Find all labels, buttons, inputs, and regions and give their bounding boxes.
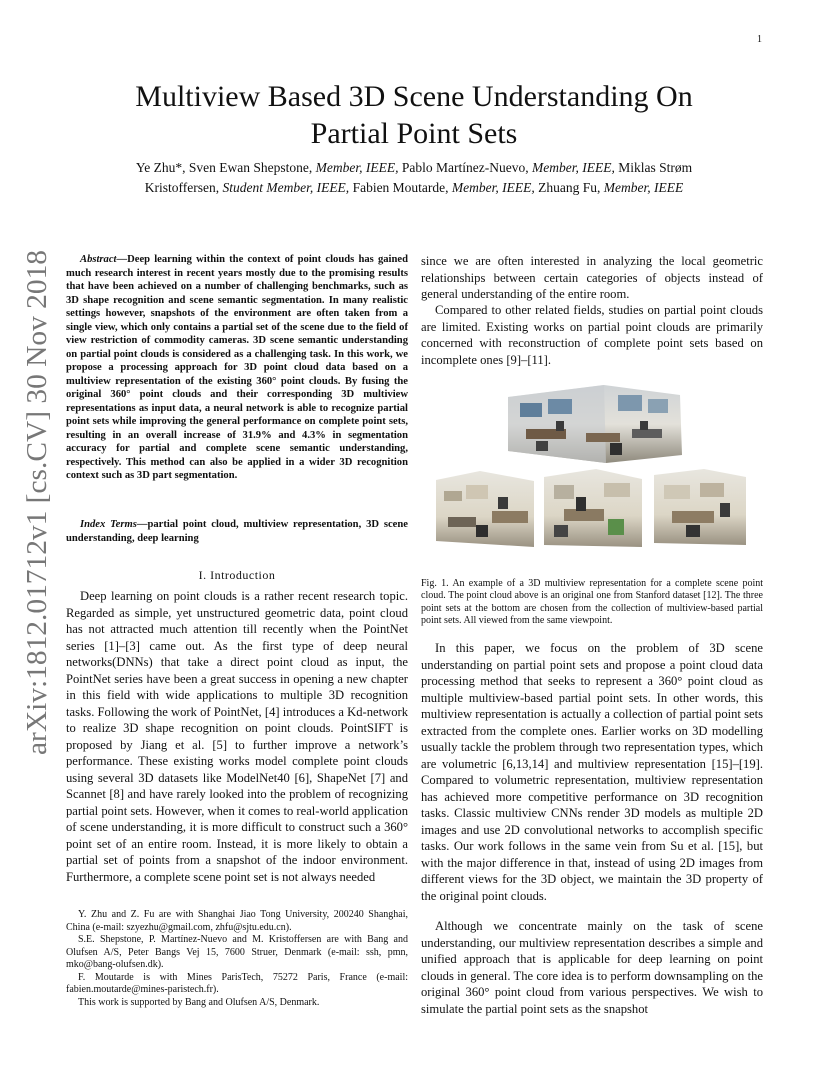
partial-point-set-3 — [654, 469, 746, 545]
abstract — [66, 253, 408, 483]
figure-1-caption: Fig. 1. An example of a 3D multiview representation for a complete scene point cloud. The point cloud above is an original one from Stanford dataset [12]. The three point sets at the bottom are chosen from the collection of multiview-based partial point sets. All viewed from the same viewpoint. — [421, 578, 763, 626]
title-line-2: Partial Point Sets — [310, 117, 518, 150]
authors-line2-segment: Kristoffersen, — [144, 180, 223, 195]
index-terms — [66, 518, 408, 545]
partial-point-set-2 — [544, 469, 642, 547]
authors-line2-segment: Member, IEEE, — [451, 180, 535, 195]
arxiv-identifier-watermark — [16, 250, 56, 755]
authors-line2-segment: Zhuang Fu, — [534, 180, 604, 195]
authors-line1-segment: Member, IEEE, — [531, 160, 615, 175]
title-line-1: Multiview Based 3D Scene Understanding On — [135, 80, 693, 113]
authors-line2-segment: Member, IEEE — [603, 180, 684, 195]
right-paragraph-2: Compared to other related fields, studies on partial point clouds are limited. Existing works on partial point clouds are primarily concerned with reconstruction of complete point sets based on incomplete ones [9]–[11]. — [421, 303, 763, 367]
footnote-2: S.E. Shepstone, P. Martínez-Nuevo and M. Kristoffersen are with Bang and Olufsen A/S, Peter Bangs Vej 15, 7600 Struer, Denmark (e-mail: ssh, pmn, mko@bang-olufsen.dk). — [66, 934, 408, 970]
right-paragraph-3: In this paper, we focus on the problem of 3D scene understanding on partial point sets and propose a point cloud data processing method that seeks to represent a 360° point cloud as multiple multiview-based partial point sets. In other words, this multiview representation is actually a collection of partial point sets extracted from the complete ones. Earlier works on 3D modelling usually tackle the problem through two representation types, which are volumetric [6,13,14] and multiview representation [15]–[19]. Compared to volumetric representation, multiview representation has achieved more competitive performance on 3D recognition tasks. Classic multiview CNNs render 3D models as multiple 2D images and use 2D convolutional networks to accomplish specific tasks. Our work follows in the same vein from Su et al. [15], but with the major difference in that, instead of using 2D images from different views for the 3D object, we maintain the 3D property of the original point clouds. — [421, 641, 763, 903]
authors-line-2 — [60, 178, 768, 198]
right-paragraph-4: Although we concentrate mainly on the task of scene understanding, our multiview representation describes a simple and unified approach that is applicable for deep learning on point clouds in general. The core idea is to perform downsampling on the original 360° point cloud from various perspectives. We wish to simulate the partial point sets as the snapshot — [421, 919, 763, 1016]
arxiv-id-text: arXiv:1812.01712v1 [cs.CV] 30 Nov 2018 — [22, 274, 53, 755]
right-paragraph-1: since we are often interested in analyzing the local geometric relationships between certain categories of objects instead of general understanding of the entire room. — [421, 254, 763, 301]
intro-paragraph-1: Deep learning on point clouds is a rather recent research topic. Regarded as simple, yet unstructured geometric data, point cloud has not attracted much attention till recently when the PointNet series [1]–[3] came out. As the first type of deep neural networks(DNNs) that take a direct point cloud as input, the PointNet series have been a great success in opening a new chapter in this field with wide applications to multiple 3D recognition tasks. Following the work of PointNet, [4] introduces a Kd-network to realize 3D shape recognition on point clouds. PointSIFT is proposed by Jiang et al. [5] to further improve a network’s performance. These existing works model complete point clouds using several 3D datasets like ModelNet40 [6], ShapeNet [7] and Scannet [8] and have rarely looked into the problem of recognizing partial point sets. However, when it comes to real-world application of scene understanding, it is more difficult to construct such a 360° point set of an entire room. Instead, it is more likely to obtain a partial set of points from a snapshot of the indoor environment. Furthermore, a complete scene point set is not always needed — [66, 589, 408, 884]
footnotes — [66, 909, 408, 1009]
authors-line1-segment: Member, IEEE, — [315, 160, 399, 175]
footnote-3: F. Moutarde is with Mines ParisTech, 75272 Paris, France (e-mail: fabien.moutarde@mines-paristech.fr). — [66, 971, 408, 995]
partial-point-set-1 — [436, 471, 534, 547]
complete-scene-point-cloud — [508, 385, 682, 463]
footnote-1: Y. Zhu and Z. Fu are with Shanghai Jiao Tong University, 200240 Shanghai, China (e-mail: szyezhu@gmail.com, zhfu@sjtu.edu.cn). — [66, 909, 408, 933]
paper-title — [60, 78, 768, 152]
footnote-4: This work is supported by Bang and Olufsen A/S, Denmark. — [78, 996, 320, 1008]
authors-line2-segment: Student Member, IEEE, — [222, 180, 350, 195]
abstract-label: Abstract — [80, 254, 117, 265]
index-terms-text: —partial point cloud, multiview representation, 3D scene understanding, deep learning — [66, 519, 408, 544]
authors-line1-segment: Ye Zhu*, Sven Ewan Shepstone, — [135, 160, 316, 175]
authors-line2-segment: Fabien Moutarde, — [349, 180, 452, 195]
figure-1-point-cloud-image — [436, 385, 748, 555]
authors-line1-segment: Pablo Martínez-Nuevo, — [398, 160, 532, 175]
authors-line1-segment: Miklas Strøm — [614, 160, 693, 175]
authors-line-1 — [60, 158, 768, 178]
page-number: 1 — [757, 34, 762, 45]
abstract-text: —Deep learning within the context of point clouds has gained much research interest in recent years mostly due to the promising results that have been achieved on a number of challenging benchmarks, such as 3D shape recognition and scene semantic segmentation. In many realistic settings however, snapshots of the environment are often taken from a single view, which only contains a partial set of the scene due to the field of view restriction of commodity cameras. 3D scene semantic understanding on partial point clouds is considered as a challenging task. In this work, we propose a processing approach for 3D point cloud data based on a multiview representation of the existing 360° point clouds. By fusing the original 360° point clouds and their corresponding 3D multiview representations as input data, a neural network is able to recognize partial point sets while improving the general performance on complete point sets, resulting in an overall increase of 31.9% and 4.3% in segmentation accuracy for partial and complete scene semantic understanding, respectively. This method can also be applied in a wider 3D recognition context such as 3D part segmentation. — [66, 254, 408, 481]
index-terms-label: Index Terms — [80, 519, 137, 530]
author-list — [60, 158, 768, 198]
section-heading-introduction: I. Introduction — [198, 568, 276, 582]
